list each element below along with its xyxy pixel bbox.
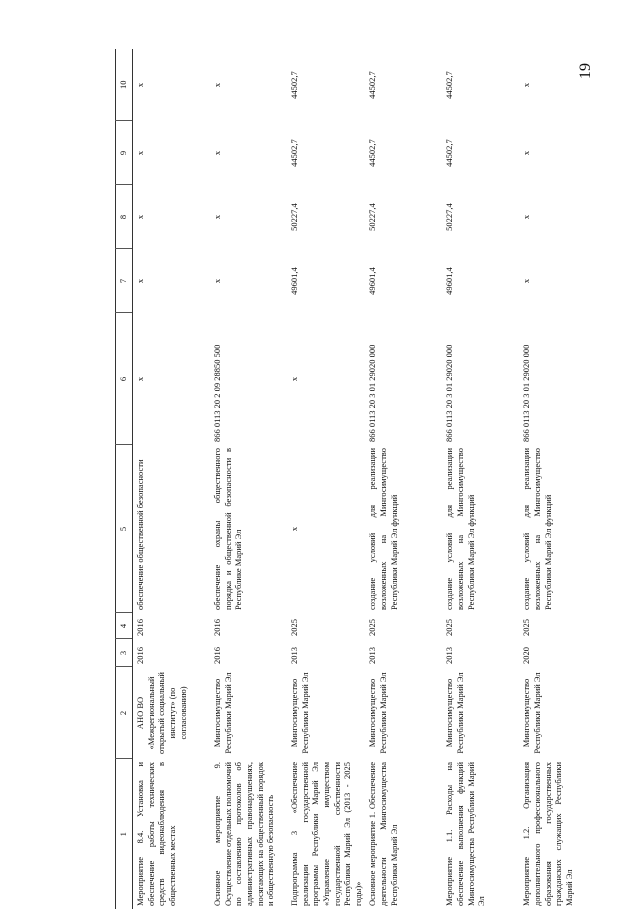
rotated-table-container [115, 49, 640, 909]
cell-value-9: 44502,7 [367, 139, 378, 167]
program-table [115, 49, 596, 909]
cell-value-7: 49601,4 [289, 267, 299, 295]
cell-expected-result: создание условий для реализации возложенных на Мингосимущество Республики Марий Эл функций [367, 448, 399, 610]
cell-start-year: 2013 [289, 647, 299, 664]
cell-budget-code: 866 0113 20 2 09 28850 500 [212, 344, 222, 442]
col-header-2: 2 [116, 667, 133, 759]
cell-value-10: х [521, 82, 532, 88]
cell-start-year: 2013 [367, 647, 378, 664]
table-row [287, 49, 365, 909]
cell-value-9: х [135, 150, 145, 156]
cell-measure: Мероприятие 1.2. Организация дополнительного профессионального образования государственных гражданских служащих Республики Марий Эл [521, 762, 574, 906]
cell-value-7: 49601,4 [367, 267, 378, 295]
cell-value-10: х [212, 82, 222, 88]
cell-budget-code: 866 0113 20 3 01 29020 000 [367, 344, 378, 442]
cell-measure: Мероприятие 8.4. Установка и обеспечение работы технических средств видеонаблюдения в общественных местах [135, 762, 177, 906]
cell-value-10: 44502,7 [444, 71, 455, 99]
cell-end-year: 2016 [135, 619, 145, 636]
cell-measure: Подпрограмма 3 «Обеспечение реализации государственной программы Республики Марий Эл «Управление имуществом государственной собственности Республики Марий Эл (2013 - 2025 годы)» [289, 762, 363, 906]
cell-value-8: 50227,4 [367, 203, 378, 231]
cell-value-9: х [212, 150, 222, 156]
cell-executor: Мингосимущество Республики Марий Эл [444, 672, 465, 754]
cell-measure: Мероприятие 1.1. Расходы на обеспечение выполнения функций Мингосимущества Республики Марий Эл [444, 762, 487, 906]
cell-start-year: 2016 [212, 647, 222, 664]
cell-budget-code: 866 0113 20 3 01 29020 000 [521, 344, 532, 442]
page-number: 19 [577, 63, 594, 79]
cell-value-10: х [135, 82, 145, 88]
cell-value-7: х [521, 278, 532, 284]
col-header-3: 3 [116, 639, 133, 667]
cell-value-9: 44502,7 [289, 139, 299, 167]
cell-executor: АНО ВО «Межрегиональный открытый социальный институт» (по согласованию) [135, 672, 188, 754]
cell-value-8: х [212, 214, 222, 220]
cell-expected-result: х [289, 526, 299, 532]
cell-value-9: 44502,7 [444, 139, 455, 167]
cell-value-7: х [212, 278, 222, 284]
cell-value-8: х [521, 214, 532, 220]
cell-measure: Основное мероприятие 1. Обеспечение деятельности Мингосимущества Республики Марий Эл [367, 762, 399, 906]
cell-end-year: 2025 [289, 619, 299, 636]
cell-executor: Мингосимущество Республики Марий Эл [212, 672, 233, 754]
col-header-5: 5 [116, 445, 133, 613]
table-row [442, 49, 519, 909]
cell-executor: Мингосимущество Республики Марий Эл [367, 672, 388, 754]
cell-end-year: 2025 [367, 619, 378, 636]
table-row [133, 49, 211, 909]
table-row [519, 49, 596, 909]
cell-value-7: х [135, 278, 145, 284]
cell-end-year: 2025 [521, 619, 532, 636]
table-row [210, 49, 287, 909]
cell-budget-code: 866 0113 20 3 01 29020 000 [444, 344, 455, 442]
cell-expected-result: создание условий для реализации возложенных на Мингосимущество Республики Марий Эл функций [444, 448, 476, 610]
cell-end-year: 2016 [212, 619, 222, 636]
cell-value-8: х [135, 214, 145, 220]
cell-value-8: 50227,4 [289, 203, 299, 231]
cell-value-8: 50227,4 [444, 203, 455, 231]
cell-start-year: 2020 [521, 647, 532, 664]
cell-value-7: 49601,4 [444, 267, 455, 295]
cell-start-year: 2013 [444, 647, 455, 664]
col-header-8: 8 [116, 185, 133, 249]
cell-value-10: 44502,7 [367, 71, 378, 99]
cell-value-10: 44502,7 [289, 71, 299, 99]
cell-executor: Мингосимущество Республики Марий Эл [521, 672, 542, 754]
table-row [365, 49, 442, 909]
cell-expected-result: создание условий для реализации возложенных на Мингосимущество Республики Марий Эл функций [521, 448, 553, 610]
cell-start-year: 2016 [135, 647, 145, 664]
col-header-7: 7 [116, 249, 133, 313]
col-header-6: 6 [116, 313, 133, 445]
col-header-1: 1 [116, 759, 133, 909]
cell-measure: Основное мероприятие 9. Осуществление отдельных полномочий по составлению протоколов об административных правонарушениях, посягающих на общественный порядок и общественную безопасность [212, 762, 276, 906]
cell-executor: Мингосимущество Республики Марий Эл [289, 672, 310, 754]
cell-end-year: 2025 [444, 619, 455, 636]
cell-budget-code: х [135, 376, 145, 382]
cell-expected-result: обеспечение общественной безопасности [135, 459, 145, 610]
cell-value-9: х [521, 150, 532, 156]
col-header-10: 10 [116, 49, 133, 121]
col-header-4: 4 [116, 613, 133, 639]
cell-budget-code: х [289, 376, 299, 382]
col-header-9: 9 [116, 121, 133, 185]
cell-expected-result: обеспечение охраны общественного порядка и общественной безопасности в Республике Марий Эл [212, 448, 244, 610]
header-row [116, 49, 133, 909]
